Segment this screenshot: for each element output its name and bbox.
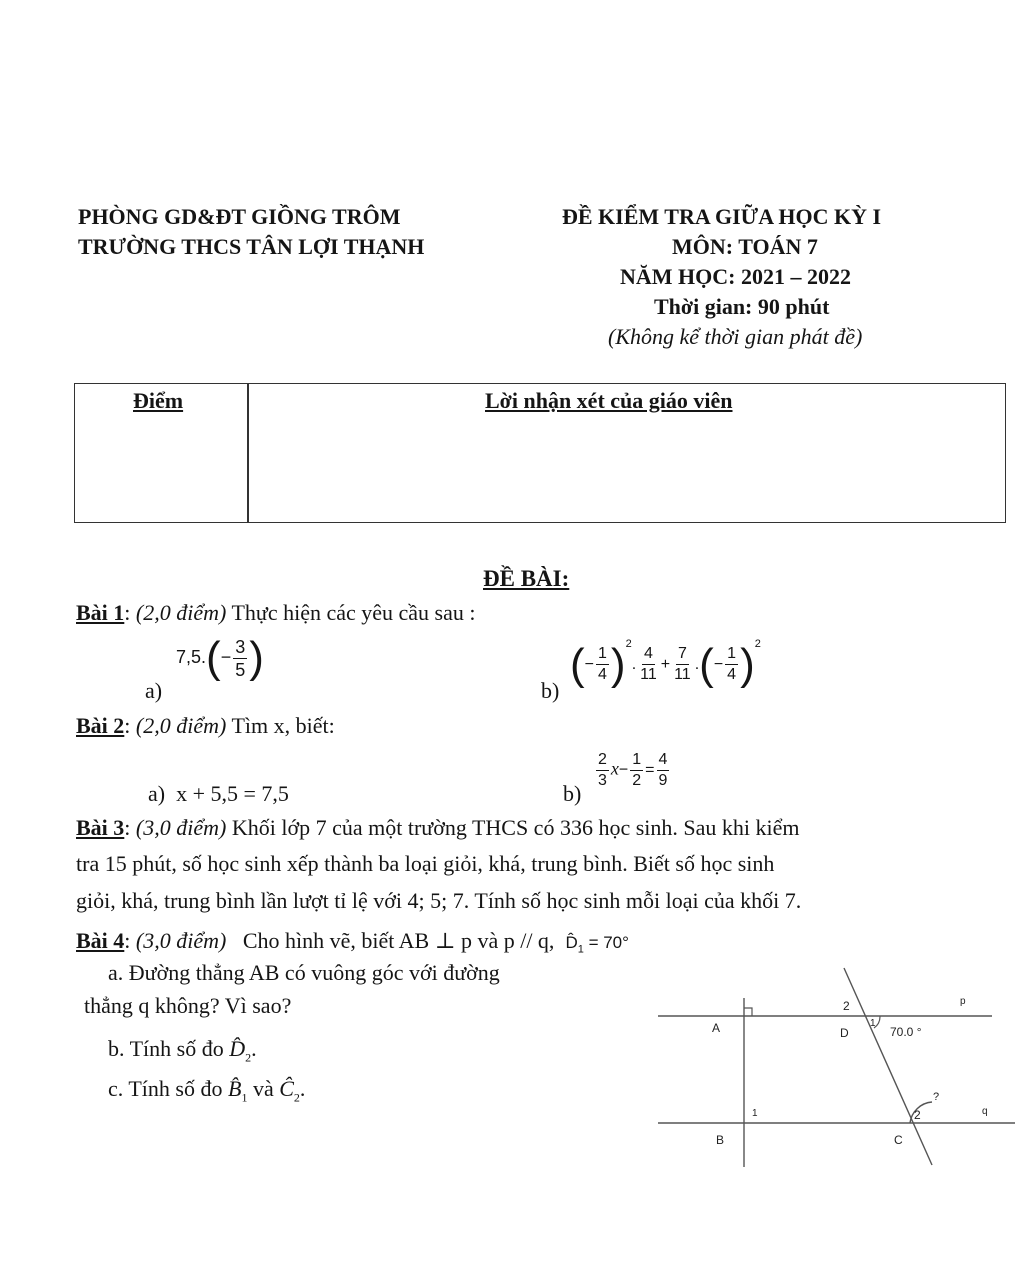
school-year: NĂM HỌC: 2021 – 2022 [620, 264, 851, 289]
bai1-label: Bài 1 [76, 600, 125, 625]
denominator: 11 [674, 666, 691, 684]
angle-subscript: 2 [245, 1050, 252, 1065]
score-header: Điểm [133, 388, 184, 413]
bai2-text: Tìm x, biết: [231, 713, 335, 738]
bai4-qb-text: b. Tính số đo [108, 1036, 224, 1061]
label-a: A [712, 1021, 721, 1035]
bai1-b-expression: (− $\frac{1}{4}$ )$^2$. $\frac{4}{11}$ + $\frac{7}{11}$ .(− $\frac{1}{4}$ )$^2$ [570, 638, 761, 689]
denominator: 4 [727, 666, 737, 684]
angle-subscript: 1 [241, 1090, 248, 1105]
right-angle-mark [744, 1008, 752, 1016]
bai4-heading: Bài 4: (3,0 điểm) Cho hình vẽ, biết AB ⊥ p và p // q, $D̂_1 = 70^\circ$ [76, 928, 629, 956]
angle-subscript: 1 [577, 943, 584, 956]
fraction [672, 646, 693, 683]
department-name: PHÒNG GD&ĐT GIỒNG TRÔM [78, 204, 401, 229]
bai4-qa-line2: thẳng q không? Vì sao? [84, 993, 292, 1018]
bai4-points: (3,0 điểm) [135, 928, 227, 953]
variable-x: x [610, 758, 619, 779]
denominator: 2 [632, 772, 642, 789]
open-paren-icon: ( [699, 639, 714, 689]
fraction [630, 752, 643, 789]
angle-symbol: B̂ [227, 1076, 242, 1101]
time-allowed: Thời gian: 90 phút [654, 294, 830, 319]
fraction [638, 646, 659, 683]
bai4-qa-line1: a. Đường thẳng AB có vuông góc với đường [108, 960, 500, 985]
bai2-a-label: a) [148, 781, 166, 806]
exponent: 2 [754, 638, 761, 650]
denominator: 9 [658, 772, 668, 789]
label-d: D [840, 1026, 849, 1040]
angle-value: = 70° [588, 933, 629, 952]
minus-sign: − [618, 761, 629, 779]
minus-sign: − [584, 656, 594, 673]
fraction [233, 638, 247, 679]
table-divider [247, 384, 249, 522]
perpendicular-icon: ⊥ [434, 928, 456, 953]
label-c: C [894, 1133, 903, 1147]
label-q: q [982, 1106, 988, 1117]
bai3-label: Bài 3 [76, 815, 125, 840]
angle-70-label: 70.0 ° [890, 1025, 922, 1039]
minus-sign: − [713, 656, 724, 673]
bai1-a-label: a) [145, 678, 163, 703]
bai3-text: Khối lớp 7 của một trường THCS có 336 học sinh. Sau khi kiểm [231, 815, 800, 840]
bai2-b-label: b) [563, 781, 582, 806]
bai1-points: (2,0 điểm) [135, 600, 227, 625]
score-table [74, 383, 1006, 523]
question-mark: ? [933, 1091, 940, 1103]
numerator: 3 [235, 636, 246, 657]
exam-title: ĐỀ KIỂM TRA GIỮA HỌC KỲ I [562, 204, 882, 229]
subject: MÔN: TOÁN 7 [672, 234, 818, 259]
label-b: B [716, 1133, 725, 1147]
bai4-angle [565, 933, 629, 956]
bai4-qc [108, 1076, 305, 1105]
denominator: 11 [640, 666, 657, 684]
numerator: 7 [676, 646, 689, 665]
angle-symbol: D̂ [229, 1036, 246, 1061]
bai1-text: Thực hiện các yêu cầu sau : [231, 600, 476, 625]
angle-subscript: 2 [293, 1090, 300, 1105]
label-p: p [960, 996, 966, 1007]
fraction [596, 752, 609, 789]
and-text: và [252, 1076, 274, 1101]
label-2-d: 2 [843, 999, 850, 1013]
denominator: 5 [235, 659, 246, 680]
line-dc [844, 968, 932, 1165]
open-paren-icon: ( [206, 633, 221, 682]
bai2-b-expression [594, 752, 671, 789]
close-paren-icon: ) [610, 639, 626, 689]
bai2-points: (2,0 điểm) [135, 713, 227, 738]
bai3-points: (3,0 điểm) [135, 815, 227, 840]
bai1-a-expression [176, 633, 264, 682]
bai3-line2: tra 15 phút, số học sinh xếp thành ba loại giỏi, khá, trung bình. Biết số học sinh [76, 851, 775, 876]
bai2-a [148, 781, 289, 807]
time-note: (Không kể thời gian phát đề) [608, 324, 863, 349]
bai4-text: Cho hình vẽ, biết AB [242, 928, 430, 953]
bai4-text2: p và p // q, [460, 928, 555, 953]
bai2-heading: Bài 2: (2,0 điểm) Tìm x, biết: [76, 713, 335, 738]
bai1-a-coef: 7,5. [176, 646, 207, 667]
close-paren-icon: ) [249, 633, 264, 682]
geometry-figure [650, 960, 1020, 1175]
fraction [725, 646, 738, 683]
label-2-c: 2 [914, 1108, 921, 1122]
numerator: 4 [657, 752, 670, 771]
period: . [251, 1036, 257, 1061]
minus-sign: − [220, 646, 232, 667]
label-1-d: 1 [870, 1018, 876, 1029]
bai4-qc-text: c. Tính số đo [108, 1076, 223, 1101]
section-title: ĐỀ BÀI: [483, 566, 570, 591]
numerator: 2 [596, 752, 609, 771]
plus-sign: + [660, 656, 671, 673]
fraction [657, 752, 670, 789]
bai2-a-expression: x + 5,5 = 7,5 [176, 781, 289, 806]
numerator: 1 [630, 752, 643, 771]
denominator: 4 [598, 666, 607, 684]
angle-symbol: D̂ [565, 933, 578, 952]
exponent: 2 [625, 638, 632, 650]
bai3-line1: Bài 3: (3,0 điểm) Khối lớp 7 của một trường THCS có 336 học sinh. Sau khi kiểm [76, 815, 800, 840]
school-name: TRƯỜNG THCS TÂN LỢI THẠNH [78, 234, 425, 259]
denominator: 3 [598, 772, 607, 789]
bai1-b-label: b) [541, 678, 560, 703]
bai4-qb [108, 1036, 257, 1065]
bai4-label: Bài 4 [76, 928, 125, 953]
fraction [596, 646, 609, 683]
numerator: 1 [596, 646, 609, 665]
bai3-line3: giỏi, khá, trung bình lần lượt tỉ lệ với 4; 5; 7. Tính số học sinh mỗi loại của khối 7. [76, 888, 802, 913]
close-paren-icon: ) [740, 639, 755, 689]
equals-sign: = [645, 761, 655, 779]
open-paren-icon: ( [570, 639, 585, 689]
numerator: 1 [725, 646, 738, 665]
period: . [299, 1076, 306, 1101]
comment-header: Lời nhận xét của giáo viên [485, 388, 733, 413]
label-1-b: 1 [752, 1108, 758, 1119]
bai2-label: Bài 2 [76, 713, 125, 738]
angle-symbol: Ĉ [279, 1076, 294, 1101]
bai1-heading: Bài 1: (2,0 điểm) Thực hiện các yêu cầu sau : [76, 600, 476, 625]
numerator: 4 [642, 646, 655, 665]
